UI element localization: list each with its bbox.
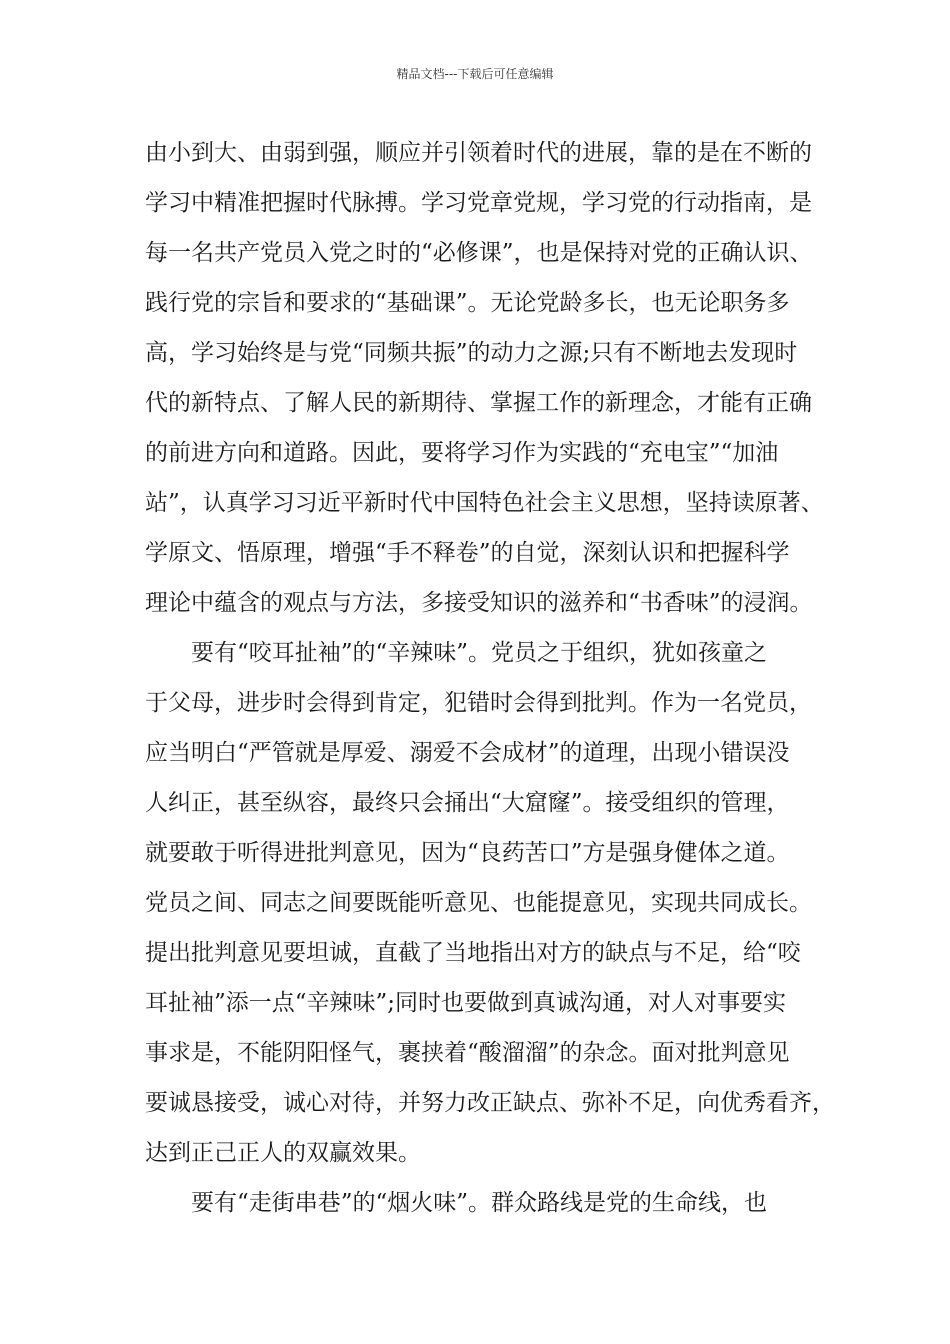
text-line: 践行党的宗旨和要求的“基础课”。无论党龄多长，也无论职务多: [145, 290, 790, 316]
text-line: 学习中精准把握时代脉搏。学习党章党规，学习党的行动指南，是: [145, 190, 812, 216]
text-line: 应当明白“严管就是厚爱、溺爱不会成材”的道理，出现小错误没: [145, 740, 790, 766]
text-line: 的前进方向和道路。因此，要将学习作为实践的“充电宝”“加油: [145, 440, 779, 466]
text-line: 事求是，不能阴阳怪气，裹挟着“酸溜溜”的杂念。面对批判意见: [145, 1040, 790, 1066]
paragraph: [145, 628, 835, 1178]
text-line: 由小到大、由弱到强，顺应并引领着时代的进展，靠的是在不断的: [145, 140, 812, 166]
text-line: 要有“走街串巷”的“烟火味”。群众路线是党的生命线，也: [191, 1190, 768, 1216]
text-line: 提出批判意见要坦诚，直截了当地指出对方的缺点与不足，给“咬: [145, 940, 801, 966]
document-body: [145, 128, 835, 1228]
text-line: 党员之间、同志之间要既能听意见、也能提意见，实现共同成长。: [145, 890, 812, 916]
text-line: 每一名共产党员入党之时的“必修课”，也是保持对党的正确认识、: [145, 240, 813, 266]
text-line: 理论中蕴含的观点与方法，多接受知识的滋养和“书香味”的浸润。: [145, 590, 813, 616]
text-line: 学原文、悟原理，增强“手不释卷”的自觉，深刻认识和把握科学: [145, 540, 790, 566]
text-line: 达到正己正人的双赢效果。: [145, 1140, 421, 1166]
paragraph: [145, 128, 825, 628]
paragraph: [145, 1178, 825, 1228]
text-line: 人纠正，甚至纵容，最终只会捅出“大窟窿”。接受组织的管理，: [145, 790, 790, 816]
text-line: 要诚恳接受，诚心对待，并努力改正缺点、弥补不足，向优秀看齐，: [145, 1090, 835, 1116]
text-line: 要有“咬耳扯袖”的“辛辣味”。党员之于组织，犹如孩童之: [191, 640, 768, 666]
text-line: 就要敢于听得进批判意见，因为“良药苦口”方是强身健体之道。: [145, 840, 790, 866]
page-header: 精品文档---下载后可任意编辑: [396, 67, 554, 81]
text-line: 耳扯袖”添一点“辛辣味”;同时也要做到真诚沟通，对人对事要实: [145, 990, 787, 1016]
text-line: 代的新特点、了解人民的新期待、掌握工作的新理念，才能有正确: [145, 390, 812, 416]
text-line: 站”，认真学习习近平新时代中国特色社会主义思想，坚持读原著、: [145, 490, 824, 516]
text-line: 高，学习始终是与党“同频共振”的动力之源;只有不断地去发现时: [145, 340, 798, 366]
text-line: 于父母，进步时会得到肯定，犯错时会得到批判。作为一名党员，: [145, 690, 812, 716]
